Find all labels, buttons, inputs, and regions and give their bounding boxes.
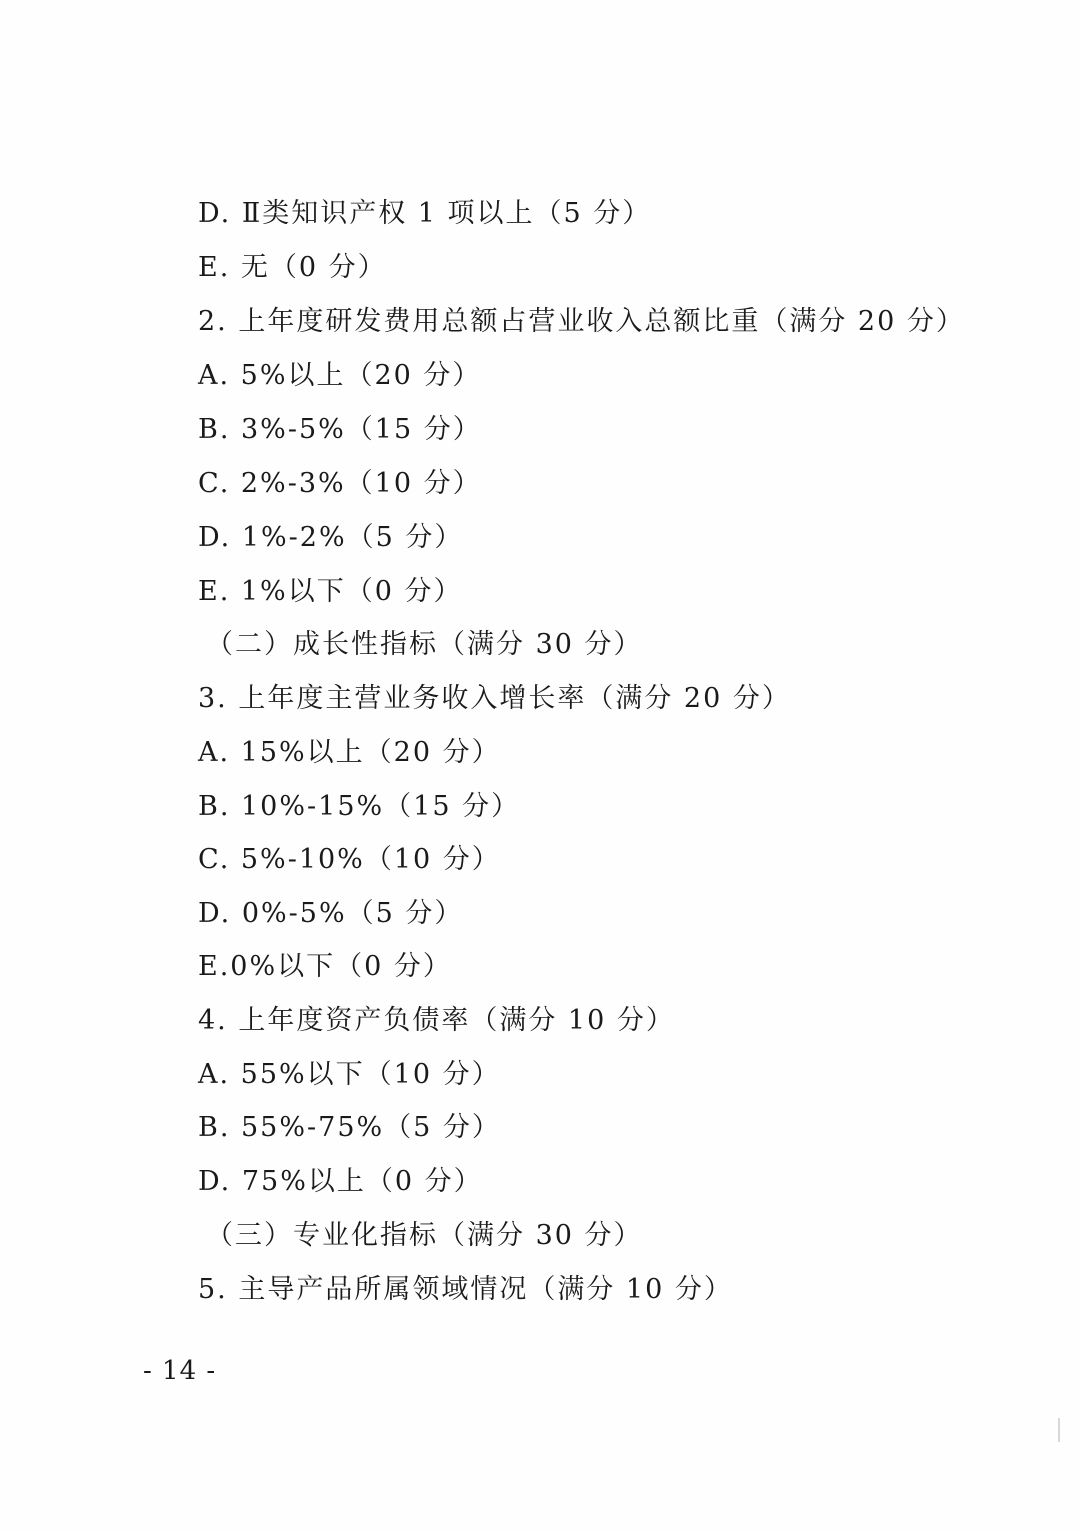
page-number: - 14 - (143, 1356, 217, 1386)
section-heading: （三）专业化指标（满分 30 分） (206, 1220, 643, 1251)
option-line: B. 55%-75%（5 分） (198, 1112, 501, 1143)
question-heading: 3. 上年度主营业务收入增长率（满分 20 分） (198, 683, 791, 714)
option-line: E. 无（0 分） (198, 252, 387, 283)
option-line: A. 15%以上（20 分） (198, 737, 501, 768)
option-line: A. 55%以下（10 分） (198, 1059, 501, 1090)
option-line: C. 5%-10%（10 分） (198, 844, 501, 875)
option-line: B. 10%-15%（15 分） (198, 791, 521, 822)
question-heading: 4. 上年度资产负债率（满分 10 分） (198, 1005, 675, 1036)
option-line: A. 5%以上（20 分） (198, 360, 482, 391)
question-heading: 5. 主导产品所属领域情况（满分 10 分） (198, 1274, 733, 1305)
option-line: D. 75%以上（0 分） (198, 1166, 483, 1197)
option-line: D. 1%-2%（5 分） (198, 522, 464, 553)
section-heading: （二）成长性指标（满分 30 分） (206, 629, 643, 660)
option-line: D. 0%-5%（5 分） (198, 898, 464, 929)
scan-edge-mark (1058, 1418, 1060, 1442)
option-line: E. 1%以下（0 分） (198, 576, 463, 607)
option-line: D. Ⅱ类知识产权 1 项以上（5 分） (198, 198, 652, 229)
option-line: E.0%以下（0 分） (198, 951, 452, 982)
option-line: C. 2%-3%（10 分） (198, 468, 482, 499)
option-line: B. 3%-5%（15 分） (198, 414, 482, 445)
question-heading: 2. 上年度研发费用总额占营业收入总额比重（满分 20 分） (198, 306, 965, 337)
